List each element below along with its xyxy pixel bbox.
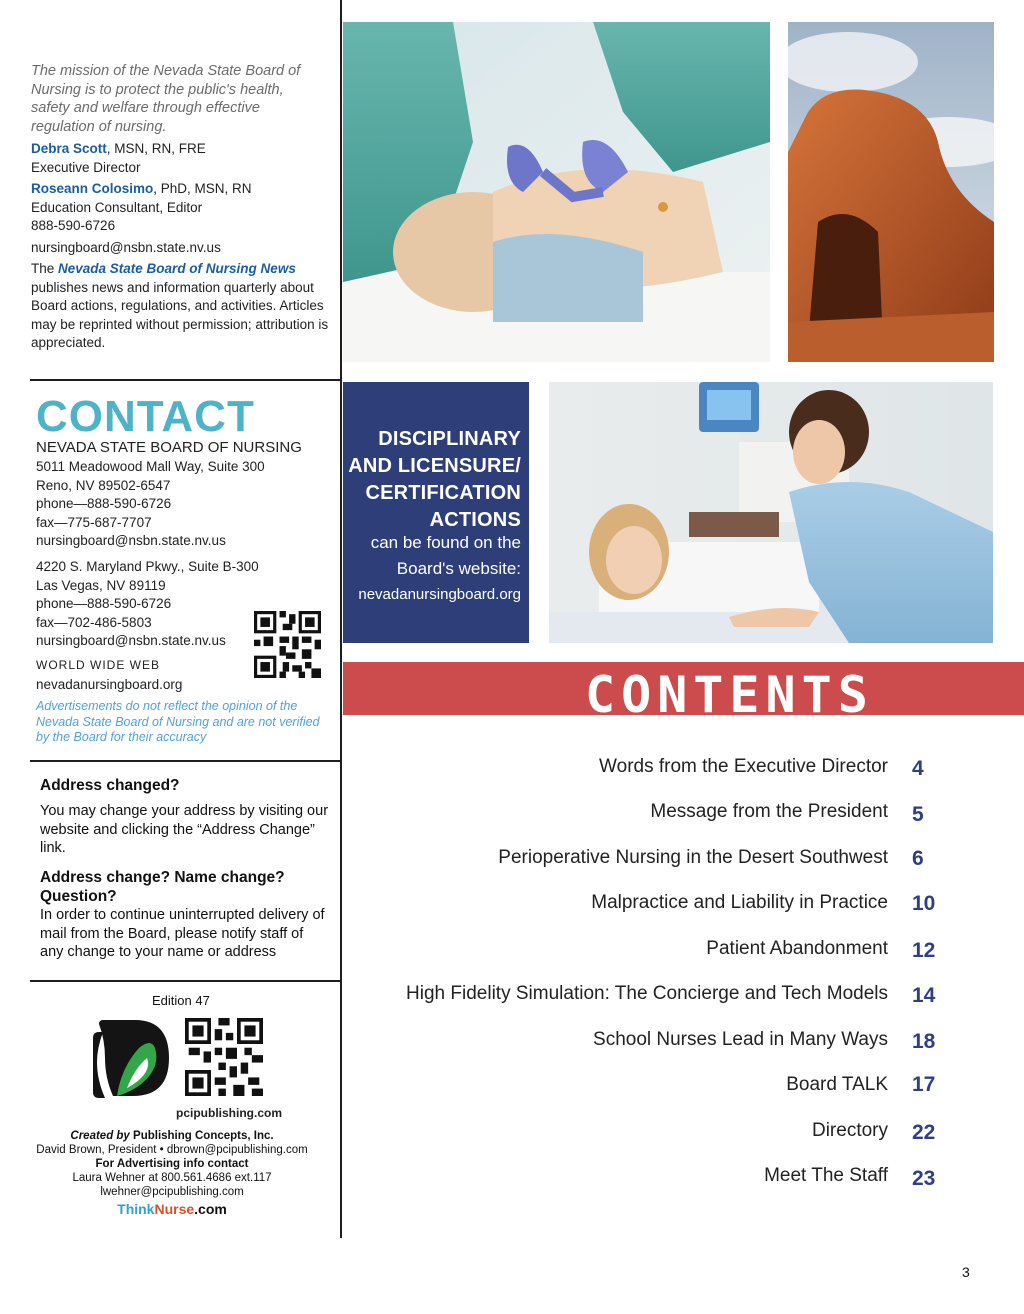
divider	[30, 760, 341, 762]
publisher-credits: Created by Publishing Concepts, Inc. David Brown, President • dbrown@pcipublishing.com For Advertising info contact Laura Wehner at 800.561.4686 ext.117 lwehner@pcipublishing.com ThinkNurse.com	[30, 1129, 314, 1218]
advertising-disclaimer: Advertisements do not reflect the opinion of the Nevada State Board of Nursing and are not verified by the Board for their accuracy	[36, 699, 320, 744]
email-address[interactable]: nursingboard@nsbn.state.nv.us	[36, 633, 226, 648]
publisher-website[interactable]: pcipublishing.com	[176, 1106, 283, 1120]
toc-item-page[interactable]: 5	[912, 803, 924, 826]
toc-item-title[interactable]: Perioperative Nursing in the Desert Southwest	[498, 847, 888, 868]
contents-banner	[343, 662, 1024, 715]
address-heading: Address changed?	[40, 777, 180, 794]
staff-credentials: , MSN, RN, FRE	[106, 141, 206, 156]
address-heading: Address change? Name change? Question?	[40, 869, 285, 905]
toc-item-page[interactable]: 22	[912, 1121, 936, 1144]
toc-item-title[interactable]: School Nurses Lead in Many Ways	[593, 1029, 888, 1050]
divider	[30, 980, 341, 982]
edition-label: Edition 47	[152, 993, 210, 1008]
toc-item-title[interactable]: Words from the Executive Director	[599, 756, 888, 777]
address-text: You may change your address by visiting our website and clicking the “Address Change” link.	[40, 803, 329, 856]
toc-item-title[interactable]: Message from the President	[650, 801, 888, 822]
toc-item-page[interactable]: 4	[912, 757, 924, 780]
staff-listing	[31, 140, 331, 353]
staff-title: Executive Director	[31, 159, 141, 175]
toc-item-page[interactable]: 10	[912, 892, 936, 915]
staff-name: Roseann Colosimo	[31, 181, 154, 196]
staff-name: Debra Scott	[31, 141, 107, 156]
mission-statement: The mission of the Nevada State Board of Nursing is to protect the public's health, safety and welfare through effective regulation of nursing.	[31, 63, 301, 135]
qr-code-icon	[185, 1018, 263, 1096]
cpr-simulation-photo	[343, 22, 770, 362]
contact-heading: CONTACT	[36, 392, 255, 441]
red-rock-photo	[788, 22, 994, 362]
toc-item-title[interactable]: Patient Abandonment	[706, 938, 888, 959]
publisher-logo-icon	[91, 1018, 173, 1100]
divider	[30, 379, 341, 381]
toc-item-page[interactable]: 6	[912, 847, 924, 870]
disciplinary-info-box	[343, 382, 529, 643]
board-name: NEVADA STATE BOARD OF NURSING	[36, 439, 302, 456]
website-link[interactable]: nevadanursingboard.org	[36, 677, 183, 692]
toc-item-page[interactable]: 12	[912, 939, 936, 962]
toc-item-title[interactable]: Meet The Staff	[764, 1165, 888, 1186]
toc-item-title[interactable]: Malpractice and Liability in Practice	[591, 892, 888, 913]
toc-item-page[interactable]: 14	[912, 984, 936, 1007]
publication-name: Nevada State Board of Nursing News	[58, 261, 296, 276]
disciplinary-text: can be found on the Board's website:	[370, 533, 521, 578]
staff-credentials: , PhD, MSN, RN	[153, 181, 252, 196]
staff-title: Education Consultant, Editor	[31, 199, 203, 215]
page-number: 3	[962, 1264, 970, 1280]
toc-item-title[interactable]: Directory	[811, 1120, 888, 1141]
disciplinary-heading: DISCIPLINARY AND LICENSURE/ CERTIFICATION ACTIONS	[348, 428, 521, 531]
las-vegas-office: 4220 S. Maryland Pkwy., Suite B-300 Las Vegas, NV 89119 phone—888-590-6726 fax—702-486-5803 nursingboard@nsbn.state.nv.us	[36, 558, 259, 651]
reno-office: 5011 Meadowood Mall Way, Suite 300 Reno, NV 89502-6547 phone—888-590-6726 fax—775-687-7707 nursingboard@nsbn.state.nv.us	[36, 458, 265, 551]
address-text: In order to continue uninterrupted delivery of mail from the Board, please notify staff of any change to your name or address	[40, 907, 325, 960]
toc-item-title[interactable]: Board TALK	[786, 1074, 888, 1095]
contents-heading: CONTENTS	[585, 666, 874, 715]
qr-code-icon	[254, 611, 321, 678]
toc-item-page[interactable]: 23	[912, 1167, 936, 1190]
nurse-child-photo	[549, 382, 993, 643]
phone-number: 888-590-6726	[31, 218, 116, 233]
toc-item-page[interactable]: 18	[912, 1030, 936, 1053]
email-address[interactable]: nursingboard@nsbn.state.nv.us	[31, 239, 221, 255]
toc-item-page[interactable]: 17	[912, 1073, 936, 1096]
publication-note: The Nevada State Board of Nursing News publishes news and information quarterly about Board actions, regulations, and activities. Articles may be reprinted without permission; attribution is appreciated.	[31, 261, 329, 350]
disciplinary-website[interactable]: nevadanursingboard.org	[358, 586, 521, 603]
www-label: WORLD WIDE WEB	[36, 658, 160, 672]
email-address[interactable]: nursingboard@nsbn.state.nv.us	[36, 533, 226, 548]
column-divider	[340, 0, 342, 1238]
toc-item-title[interactable]: High Fidelity Simulation: The Concierge and Tech Models	[406, 983, 888, 1004]
thinknurse-link[interactable]: ThinkNurse.com	[117, 1201, 227, 1217]
